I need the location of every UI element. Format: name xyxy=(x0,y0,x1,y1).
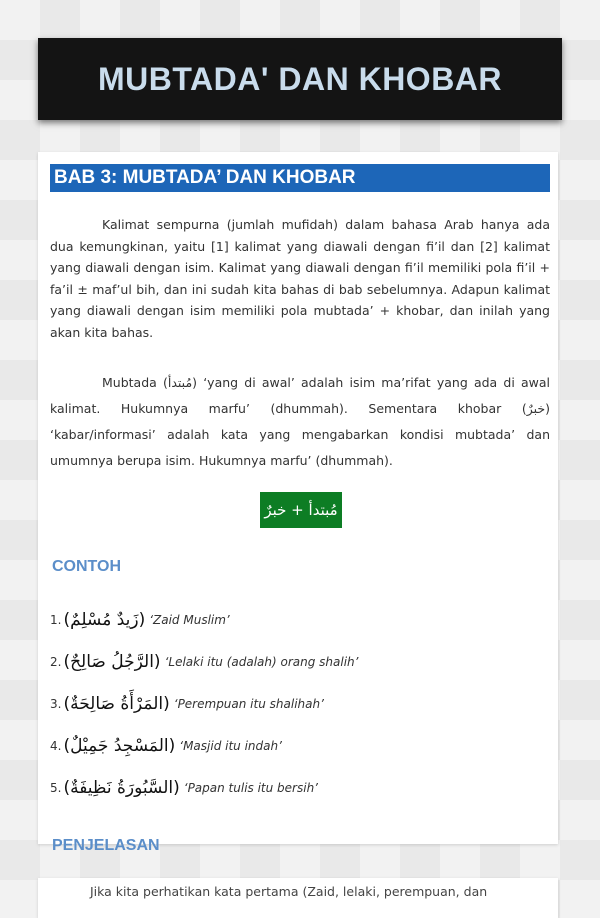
chapter-heading: BAB 3: MUBTADA’ DAN KHOBAR xyxy=(50,164,550,192)
example-item xyxy=(50,736,550,756)
formula-text: مُبتدأ + خبرٌ xyxy=(264,501,338,519)
intro-paragraph xyxy=(50,214,550,343)
example-arabic: (المَسْجِدُ جَمِيْلٌ) xyxy=(63,736,176,756)
example-meaning: ‘Perempuan itu shalihah’ xyxy=(173,697,324,711)
example-arabic: (زَيدٌ مُسْلِمٌ) xyxy=(63,610,146,630)
example-number: 3. xyxy=(50,697,62,711)
example-meaning: ‘Zaid Muslim’ xyxy=(149,613,230,627)
example-item xyxy=(50,610,550,630)
content-card xyxy=(38,152,558,854)
contoh-heading: CONTOH xyxy=(52,558,122,575)
example-item xyxy=(50,652,550,672)
formula-box xyxy=(260,492,342,528)
example-arabic: (الرَّجُلُ صَالِحٌ) xyxy=(63,652,161,672)
page-title: MUBTADA' DAN KHOBAR xyxy=(97,60,503,97)
example-number: 1. xyxy=(50,613,62,627)
content-card-continued xyxy=(38,878,558,918)
example-number: 4. xyxy=(50,739,62,753)
example-arabic: (المَرْأَةُ صَالِحَةٌ) xyxy=(63,694,170,714)
example-meaning: ‘Lelaki itu (adalah) orang shalih’ xyxy=(164,655,359,669)
example-number: 5. xyxy=(50,781,62,795)
penjelasan-heading: PENJELASAN xyxy=(52,837,160,854)
definition-paragraph xyxy=(50,370,550,474)
title-bar xyxy=(38,38,562,120)
example-arabic: (السَّبُورَةُ نَظِيفَةٌ) xyxy=(63,778,180,798)
penjelasan-paragraph: Jika kita perhatikan kata pertama (Zaid, lelaki, perempuan, dan xyxy=(90,884,488,899)
example-item xyxy=(50,778,550,798)
example-number: 2. xyxy=(50,655,62,669)
example-item xyxy=(50,694,550,714)
definition-text: Mubtada (مُبتدأ) ‘yang di awal’ adalah isim ma’rifat yang ada di awal kalimat. Hukumnya marfu’ (dhummah). Sementara khobar (خبرٌ) ‘kabar/informasi’ adalah kata yang mengabarkan kondisi mubtada’ dan umumnya berupa isim. Hukumnya marfu’ (dhummah). xyxy=(50,375,550,468)
intro-text: Kalimat sempurna (jumlah mufidah) dalam bahasa Arab hanya ada dua kemungkinan, yaitu [1] kalimat yang diawali dengan fi’il dan [2] kalimat yang diawali dengan isim. Kalimat yang diawali dengan fi’il memiliki pola fi’il + fa’il ± maf’ul bih, dan ini sudah kita bahas di bab sebelumnya. Adapun kalimat yang diawali dengan isim memiliki pola mubtada’ + khobar, dan inilah yang akan kita bahas. xyxy=(50,217,550,340)
example-meaning: ‘Papan tulis itu bersih’ xyxy=(183,781,318,795)
example-meaning: ‘Masjid itu indah’ xyxy=(179,739,282,753)
